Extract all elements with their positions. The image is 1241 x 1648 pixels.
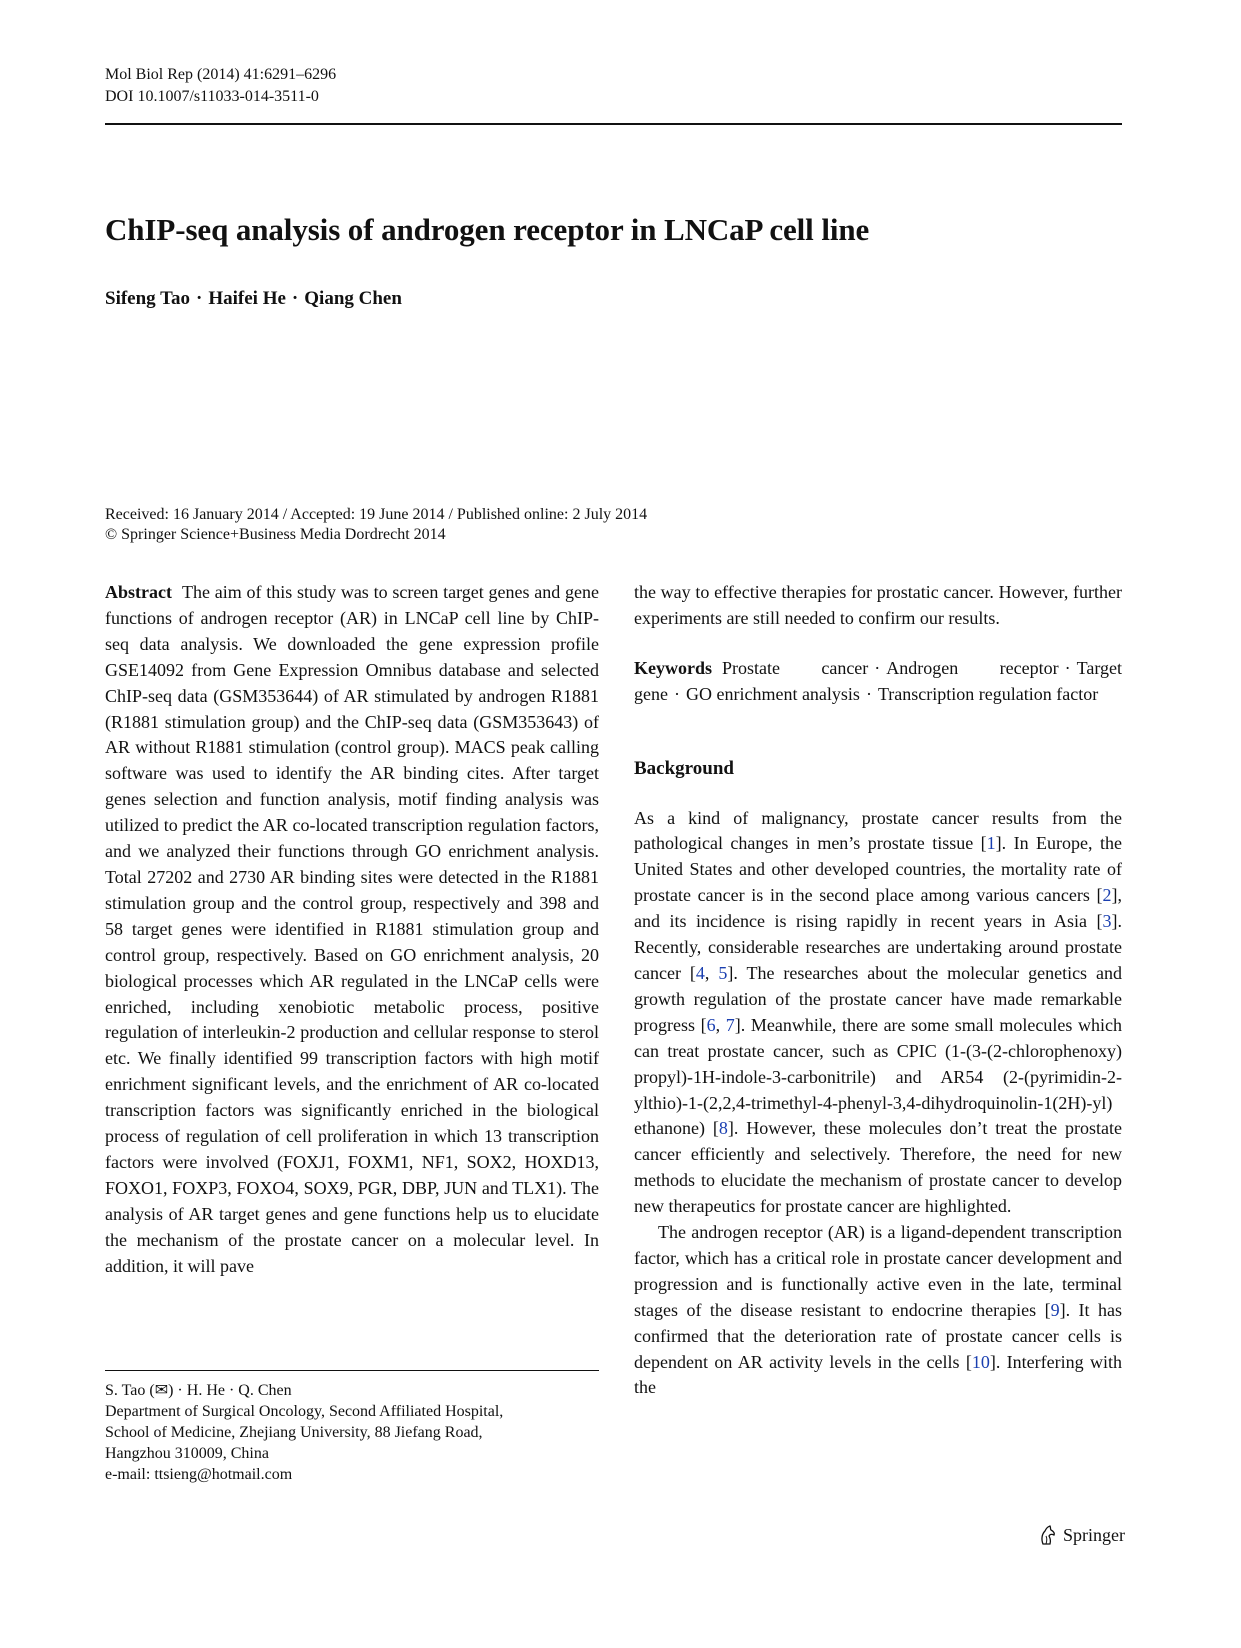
- affiliation-authors: S. Tao (✉) · H. He · Q. Chen: [105, 1382, 292, 1399]
- keywords-label: Keywords: [634, 657, 712, 678]
- body-text: ,: [715, 1014, 726, 1035]
- abstract-continued: the way to effective therapies for prostatic cancer. However, further experiments are still needed to confirm our results.: [634, 582, 1122, 628]
- affiliation-line: Department of Surgical Oncology, Second Affiliated Hospital,: [105, 1403, 504, 1420]
- abstract-paragraph: [105, 580, 599, 1279]
- body-text: ]. In Europe, the United States and other developed countries, the mortality rate of prostate cancer is in the second place among various cancers [: [634, 833, 1122, 906]
- section-heading-background: Background: [634, 757, 734, 779]
- author-affiliation: [105, 1380, 599, 1485]
- body-text: ]. Meanwhile, there are some small molecules which can treat prostate cancer, such as CPIC (1-(3-(2-chlorophenoxy) propyl)-1H-indole-3-carbonitrile) and AR54 (2-(pyrimidin-2-ylthio)-1-(2,2,4-trimethyl-4-phenyl-3,4-dihydroquinolin-1(2H)-yl) ethanone) [: [634, 1014, 1123, 1139]
- background-paragraph-1: [634, 806, 1122, 1221]
- author-name: Qiang Chen: [304, 288, 402, 309]
- citation-link[interactable]: 9: [1050, 1299, 1060, 1320]
- publication-dates: Received: 16 January 2014 / Accepted: 19 June 2014 / Published online: 2 July 2014: [105, 506, 648, 523]
- keyword: Transcription regulation factor: [877, 683, 1099, 704]
- paper-title: ChIP-seq analysis of androgen receptor in LNCaP cell line: [105, 212, 870, 247]
- citation-link[interactable]: 5: [718, 962, 728, 983]
- affiliation-email[interactable]: e-mail: ttsieng@hotmail.com: [105, 1466, 293, 1483]
- body-text: ]. Recently, considerable researches are undertaking around prostate cancer [: [634, 911, 1122, 983]
- citation-link[interactable]: 10: [971, 1351, 990, 1372]
- author-list: Sifeng Tao · Haifei He · Qiang Chen: [105, 288, 402, 309]
- body-text: ]. It has confirmed that the deterioration rate of prostate cancer cells is dependent on AR activity levels in the cells [: [634, 1299, 1122, 1372]
- affiliation-line: Hangzhou 310009, China: [105, 1445, 269, 1462]
- background-paragraph-2: [634, 1220, 1122, 1401]
- citation-link[interactable]: 1: [986, 833, 996, 854]
- footnote-rule: [105, 1370, 599, 1371]
- keyword: GO enrichment analysis: [685, 683, 860, 704]
- body-text: As a kind of malignancy, prostate cancer results from the pathological changes in men’s prostate tissue [: [634, 807, 1122, 854]
- journal-citation: Mol Biol Rep (2014) 41:6291–6296: [105, 66, 337, 83]
- copyright-notice: © Springer Science+Business Media Dordrecht 2014: [105, 526, 446, 543]
- publisher-name: Springer: [1063, 1524, 1125, 1545]
- keyword: Androgen receptor: [886, 657, 1059, 678]
- abstract-label: Abstract: [105, 582, 172, 602]
- springer-logo: [1038, 1524, 1125, 1546]
- header-rule: [105, 123, 1122, 125]
- body-text: ,: [704, 962, 719, 983]
- author-name: Haifei He: [208, 288, 286, 309]
- citation-link[interactable]: 6: [706, 1014, 716, 1035]
- journal-header: [105, 64, 336, 108]
- citation-link[interactable]: 4: [695, 962, 705, 983]
- body-text: ], and its incidence is rising rapidly in recent years in Asia [: [634, 885, 1122, 932]
- citation-link[interactable]: 8: [718, 1118, 728, 1139]
- citation-link[interactable]: 7: [725, 1014, 735, 1035]
- affiliation-line: School of Medicine, Zhejiang University, 88 Jiefang Road,: [105, 1424, 483, 1441]
- body-text: ]. Interfering with the: [634, 1351, 1123, 1398]
- author-name: Sifeng Tao: [105, 288, 191, 309]
- keywords-paragraph: Keywords Prostate cancer · Androgen receptor · Target gene · GO enrichment analysis · Transcription regulation factor: [634, 657, 1122, 704]
- body-text: ]. The researches about the molecular genetics and growth regulation of the prostate cancer have made remarkable progress [: [634, 962, 1123, 1035]
- springer-horse-icon: [1038, 1524, 1058, 1546]
- keyword: Target gene: [634, 657, 1122, 704]
- citation-link[interactable]: 2: [1102, 885, 1112, 906]
- publication-info: [105, 505, 647, 545]
- abstract-text: The aim of this study was to screen target genes and gene functions of androgen receptor (AR) in LNCaP cell line by ChIP-seq data analysis. We downloaded the gene expression profile GSE14092 from Gene Expression Omnibus database and selected ChIP-seq data (GSM353644) of AR stimulated by androgen R1881 (R1881 stimulation group) and the ChIP-seq data (GSM353643) of AR without R1881 stimulation (control group). MACS peak calling software was used to identify the AR binding cites. After target genes selection and function analysis, motif finding analysis was utilized to predict the AR co-located transcription regulation factors, and we analyzed their functions through GO enrichment analysis. Total 27202 and 2730 AR binding sites were detected in the R1881 stimulation group and the control group, respectively and 398 and 58 target genes were identified in R1881 stimulation group and control group, respectively. Based on GO enrichment analysis, 20 biological processes which AR regulated in the LNCaP cells were enriched, including xenobiotic metabolic process, positive regulation of interleukin-2 production and cellular response to sterol etc. We finally identified 99 transcription factors with high motif enrichment significant levels, and the enrichment of AR co-located transcription factors was significantly enriched in the biological process of regulation of cell proliferation in which 13 transcription factors were involved (FOXJ1, FOXM1, NF1, SOX2, HOXD13, FOXO1, FOXP3, FOXO4, SOX9, PGR, DBP, JUN and TLX1). The analysis of AR target genes and gene functions help us to elucidate the mechanism of the prostate cancer on a molecular level. In addition, it will pave: [105, 582, 599, 1276]
- left-column: [105, 580, 599, 1279]
- citation-link[interactable]: 3: [1102, 911, 1112, 932]
- right-column: [634, 580, 1122, 1401]
- body-text: The androgen receptor (AR) is a ligand-dependent transcription factor, which has a critical role in prostate cancer development and progression and is functionally active even in the late, terminal stages of the disease resistant to endocrine therapies [: [634, 1222, 1122, 1320]
- journal-doi: DOI 10.1007/s11033-014-3511-0: [105, 88, 319, 105]
- body-text: ]. However, these molecules don’t treat the prostate cancer efficiently and selectively. Therefore, the need for new methods to elucidate the mechanism of prostate cancer to develop new therapeutics for prostate cancer are highlighted.: [634, 1118, 1122, 1217]
- keyword: Prostate cancer: [722, 657, 869, 678]
